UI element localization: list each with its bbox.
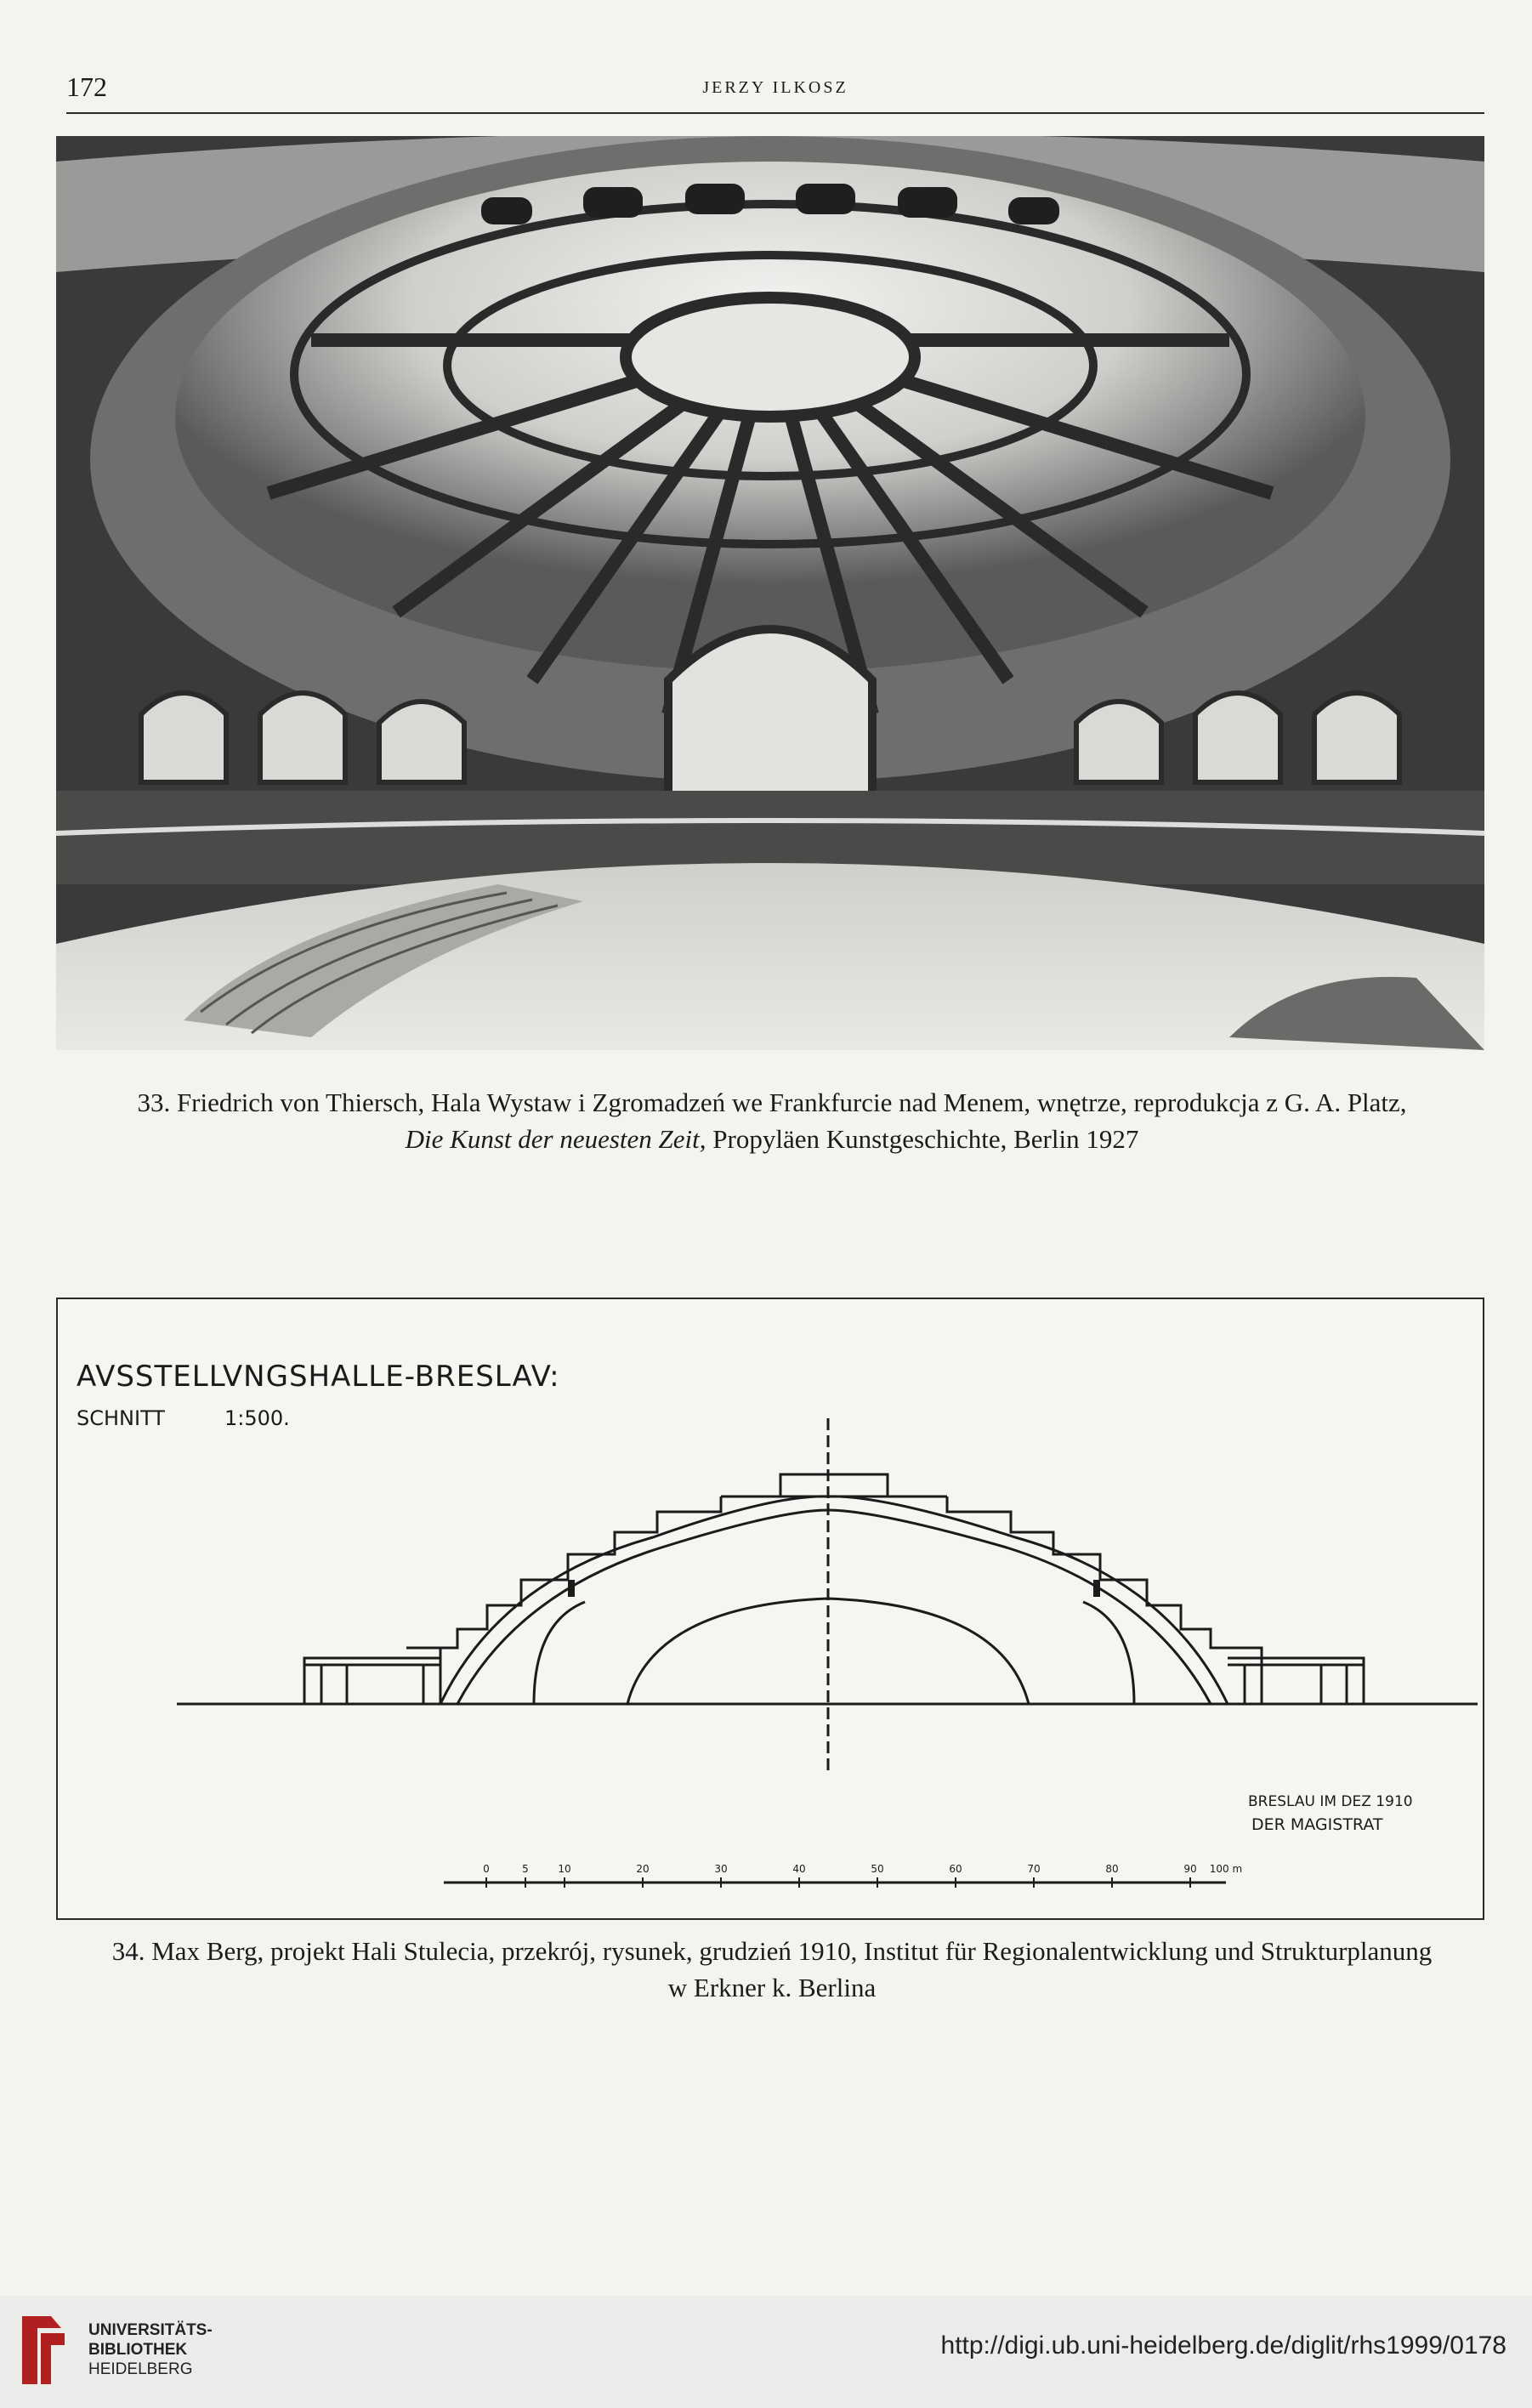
drawing-subtitle: SCHNITT	[77, 1406, 165, 1430]
figure-33-publisher: Propyläen Kunstgeschichte, Berlin 1927	[706, 1123, 1139, 1154]
scale-label-100: 100 m	[1209, 1863, 1243, 1875]
scale-label-60: 60	[949, 1863, 962, 1875]
running-head: JERZY ILKOSZ	[702, 78, 848, 97]
figure-33-caption	[60, 1085, 1484, 1158]
scale-bar	[444, 1863, 1242, 1888]
scale-label-10: 10	[558, 1863, 571, 1875]
drawing-title: AVSSTELLVNGSHALLE-BRESLAV:	[77, 1360, 560, 1394]
library-logo-icon	[17, 2308, 71, 2393]
dome-interior-illustration	[56, 136, 1484, 1050]
dome-interior-photo	[56, 136, 1484, 1050]
figure-34-caption-line2: w Erkner k. Berlina	[667, 1972, 877, 2002]
library-name-line3: HEIDELBERG	[88, 2360, 193, 2378]
library-footer	[0, 2296, 1532, 2408]
section-drawing-frame	[56, 1298, 1484, 1920]
page-number: 172	[66, 71, 107, 102]
figure-34-caption	[60, 1934, 1484, 2007]
scale-label-50: 50	[871, 1863, 884, 1875]
scale-label-70: 70	[1027, 1863, 1041, 1875]
figure-34-caption-line1: 34. Max Berg, projekt Hali Stulecia, przekrój, rysunek, grudzień 1910, Institut für Regionalentwicklung und Strukturplanung	[111, 1936, 1433, 1966]
page-header	[66, 71, 1484, 114]
signature-line1: BRESLAU IM DEZ 1910	[1248, 1793, 1413, 1810]
figure-33-caption-line2	[60, 1122, 1484, 1158]
scale-label-80: 80	[1105, 1863, 1119, 1875]
digital-copy-url[interactable]: http://digi.ub.uni-heidelberg.de/diglit/rhs1999/0178	[940, 2331, 1506, 2360]
scale-label-30: 30	[714, 1863, 728, 1875]
scale-label-40: 40	[792, 1863, 806, 1875]
scale-label-20: 20	[636, 1863, 650, 1875]
scale-label-0: 0	[483, 1863, 490, 1875]
drawing-scale: 1:500.	[224, 1406, 290, 1430]
scale-label-5: 5	[522, 1863, 529, 1875]
section-drawing	[58, 1299, 1483, 1918]
figure-33-caption-line1: 33. Friedrich von Thiersch, Hala Wystaw i Zgromadzeń we Frankfurcie nad Menem, wnętrze, reprodukcja z G. A. Platz,	[137, 1088, 1407, 1117]
library-name-line2: BIBLIOTHEK	[88, 2340, 188, 2359]
figure-33-book-title: Die Kunst der neuesten Zeit,	[405, 1123, 706, 1154]
library-name-line1: UNIVERSITÄTS-	[88, 2321, 213, 2339]
scale-label-90: 90	[1183, 1863, 1197, 1875]
signature-line2: DER MAGISTRAT	[1251, 1815, 1383, 1834]
library-name	[88, 2321, 213, 2379]
hall-section-outline	[177, 1418, 1478, 1775]
